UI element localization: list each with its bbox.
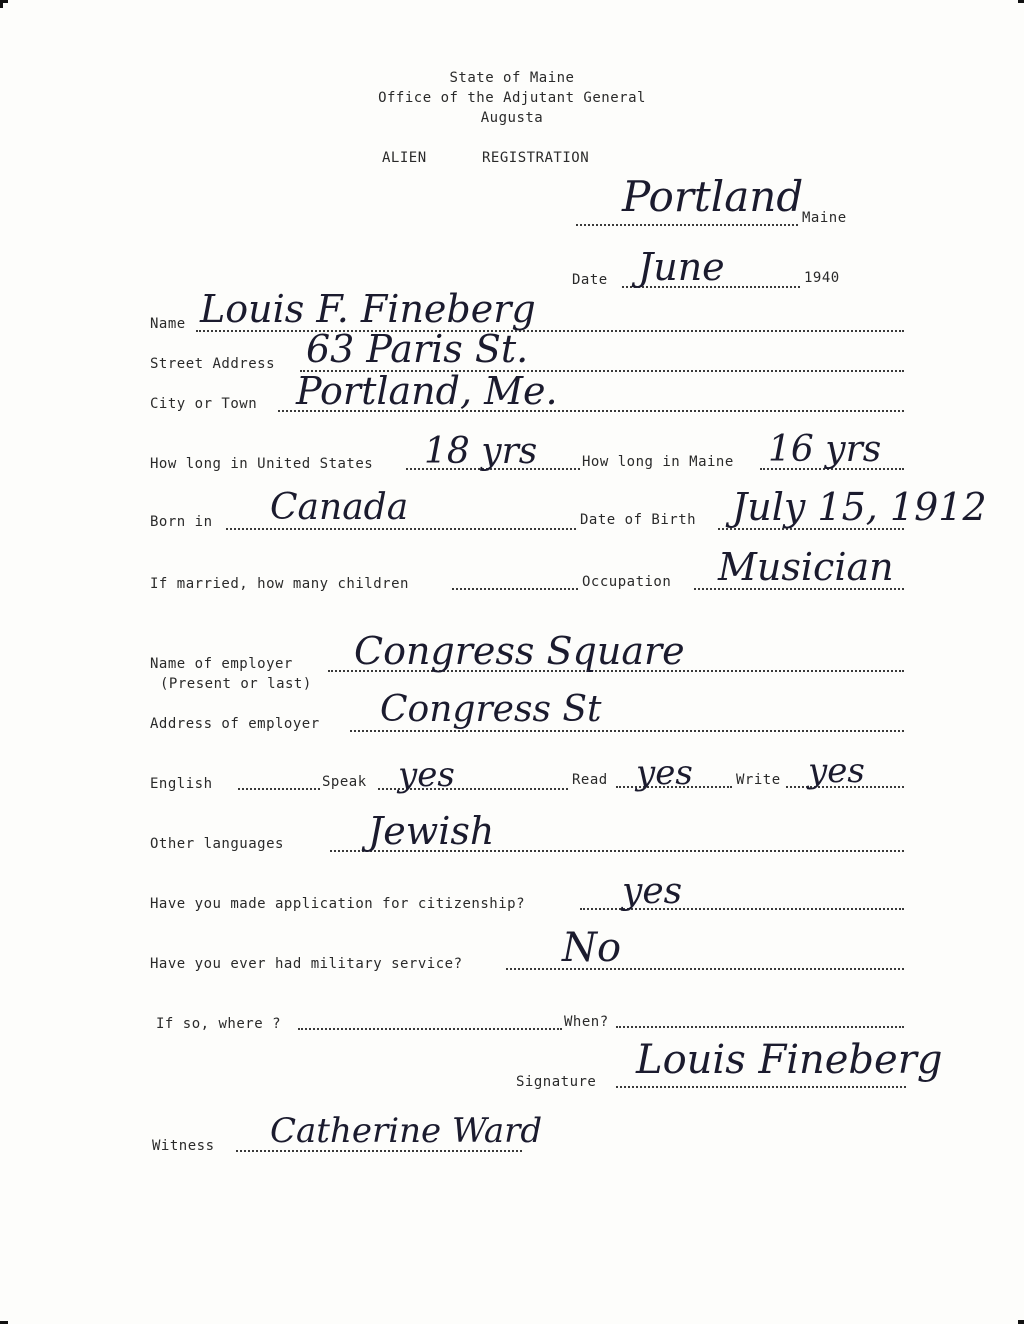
signature-label: Signature <box>516 1074 597 1090</box>
when-line <box>616 1026 904 1028</box>
maine-label: Maine <box>802 210 847 226</box>
place-entry: Portland <box>622 172 804 221</box>
married-label: If married, how many children <box>150 576 409 592</box>
form-title-alien: ALIEN <box>382 150 427 166</box>
military-label: Have you ever had military service? <box>150 956 463 972</box>
maine-years-label: How long in Maine <box>582 454 734 470</box>
place-line <box>576 224 798 226</box>
scan-corner-mark <box>1018 1320 1024 1324</box>
scan-corner-mark <box>1018 0 1024 3</box>
header-office: Office of the Adjutant General <box>378 90 646 106</box>
citizenship-label: Have you made application for citizenship? <box>150 896 526 912</box>
employer-address-label: Address of employer <box>150 716 320 732</box>
us-years-entry: 18 yrs <box>424 431 538 472</box>
scan-corner-mark <box>0 0 3 8</box>
us-years-label: How long in United States <box>150 456 374 472</box>
if-so-line <box>298 1028 562 1030</box>
english-label: English <box>150 776 213 792</box>
speak-label: Speak <box>322 774 367 790</box>
other-languages-entry: Jewish <box>368 809 495 853</box>
header-state: State of Maine <box>449 70 575 86</box>
read-label: Read <box>572 772 608 788</box>
occupation-entry: Musician <box>718 545 894 589</box>
year-label: 1940 <box>804 270 840 286</box>
name-label: Name <box>150 316 186 332</box>
witness-entry: Catherine Ward <box>270 1111 543 1151</box>
write-entry: yes <box>808 751 865 791</box>
city-entry: Portland, Me. <box>296 369 558 413</box>
citizenship-entry: yes <box>622 871 683 912</box>
maine-years-entry: 16 yrs <box>768 429 882 470</box>
occupation-label: Occupation <box>582 574 672 590</box>
witness-label: Witness <box>152 1138 215 1154</box>
header-city: Augusta <box>480 110 544 126</box>
employer-entry: Congress Square <box>354 629 685 673</box>
signature-line <box>616 1086 906 1088</box>
other-languages-label: Other languages <box>150 836 284 852</box>
street-label: Street Address <box>150 356 276 372</box>
date-entry: June <box>638 245 725 289</box>
if-so-label: If so, where ? <box>156 1016 282 1032</box>
english-line <box>238 788 320 790</box>
signature-entry: Louis Fineberg <box>636 1037 943 1083</box>
street-entry: 63 Paris St. <box>306 327 529 371</box>
employer-label: Name of employer <box>150 656 293 672</box>
dob-label: Date of Birth <box>580 512 697 528</box>
dob-entry: July 15, 1912 <box>732 485 987 529</box>
born-in-label: Born in <box>150 514 213 530</box>
date-label: Date <box>572 272 608 288</box>
military-entry: No <box>562 925 622 971</box>
speak-entry: yes <box>398 755 455 795</box>
write-label: Write <box>736 772 781 788</box>
form-title-registration: REGISTRATION <box>482 150 590 166</box>
city-label: City or Town <box>150 396 258 412</box>
employer-sublabel: (Present or last) <box>160 676 312 692</box>
when-label: When? <box>564 1014 609 1030</box>
married-line <box>452 588 578 590</box>
employer-address-line <box>350 730 904 732</box>
read-entry: yes <box>636 753 693 793</box>
employer-address-entry: Congress St <box>380 689 602 730</box>
born-in-line <box>226 528 576 530</box>
born-in-entry: Canada <box>270 487 409 528</box>
name-entry: Louis F. Fineberg <box>200 287 536 331</box>
